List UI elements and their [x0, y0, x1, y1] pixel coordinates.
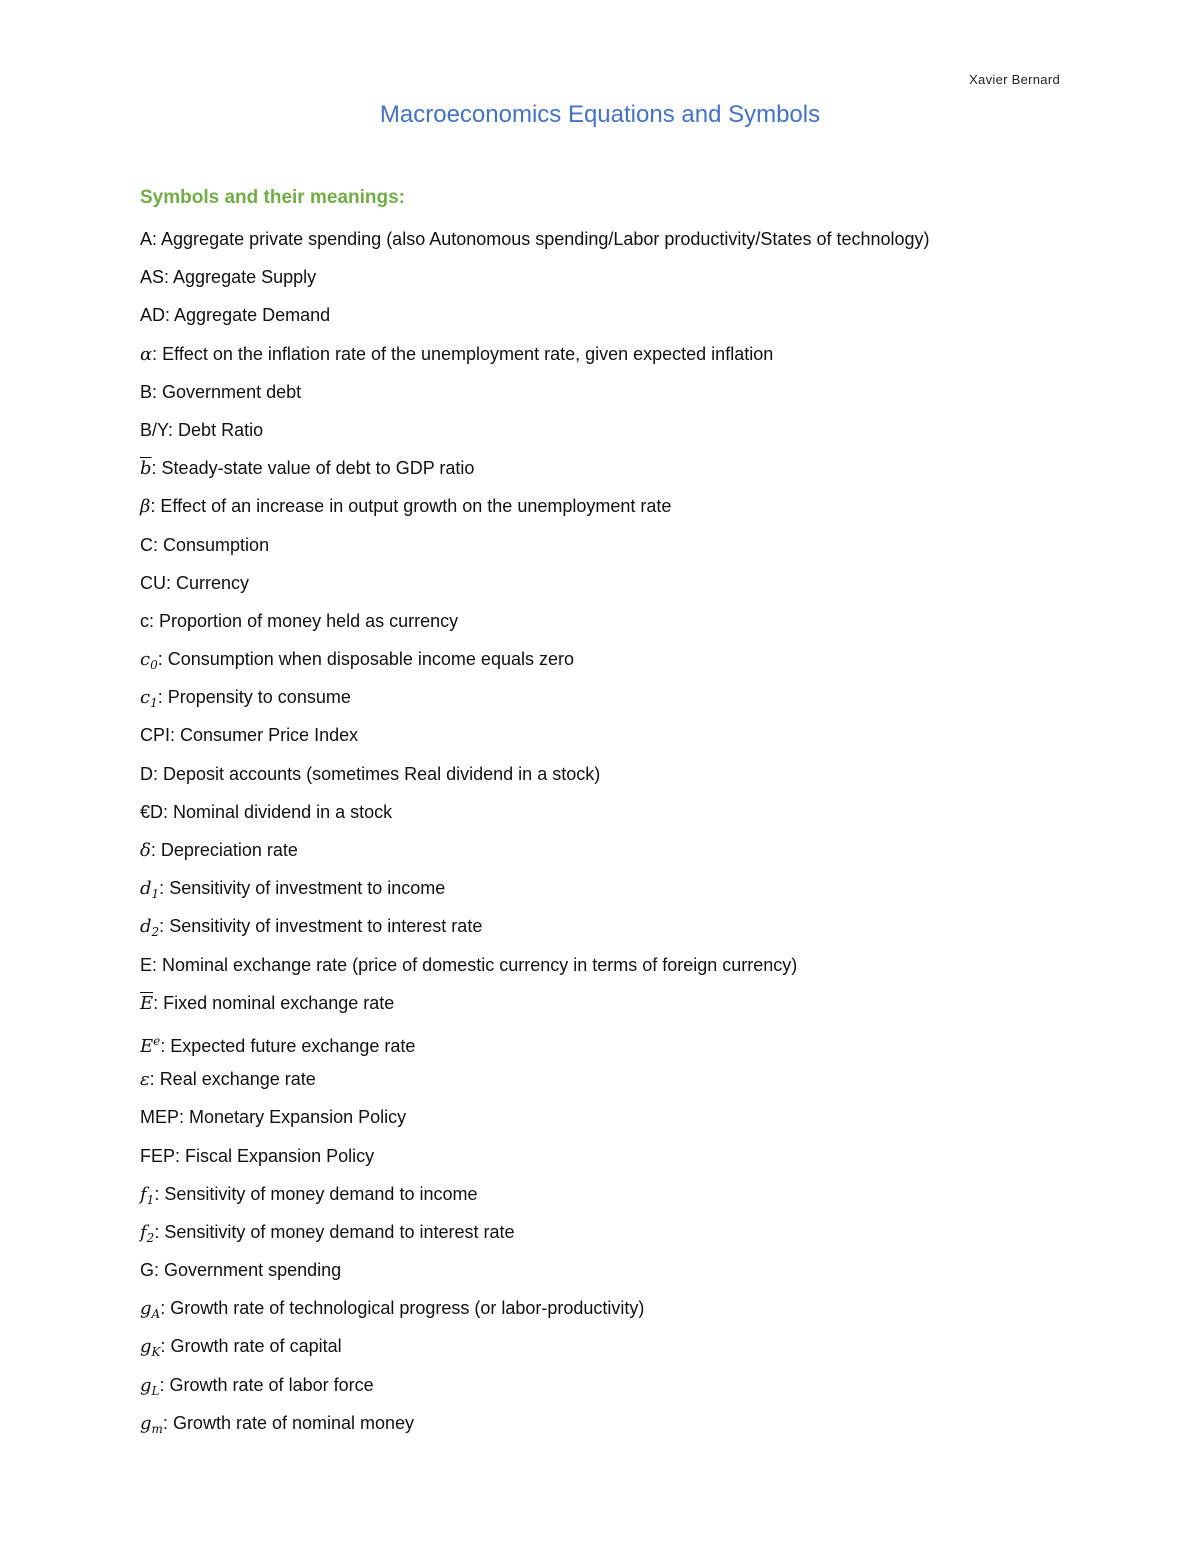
separator: :	[152, 954, 163, 975]
separator: :	[170, 725, 181, 746]
symbol-entry	[140, 225, 1080, 263]
separator: :	[159, 916, 170, 937]
separator: :	[152, 381, 163, 402]
symbol: f	[140, 1221, 147, 1243]
separator: :	[179, 1107, 190, 1128]
separator: :	[153, 992, 164, 1013]
symbol-entry	[140, 1065, 1080, 1103]
symbol-subscript: 1	[150, 696, 158, 711]
separator: :	[151, 458, 162, 479]
separator: :	[154, 1183, 165, 1204]
symbol-subscript: L	[151, 1383, 160, 1398]
separator: :	[149, 1069, 160, 1090]
symbol-entry	[140, 1218, 1080, 1256]
symbol: B/Y	[140, 419, 169, 440]
symbol-entry	[140, 1294, 1080, 1332]
symbol-meaning: Fixed nominal exchange rate	[163, 992, 395, 1013]
symbol-entry	[140, 1180, 1080, 1218]
separator: :	[150, 840, 161, 860]
symbol-meaning: Nominal exchange rate (price of domestic currency in terms of foreign currency)	[162, 954, 798, 975]
symbol-subscript: A	[151, 1307, 161, 1322]
separator: :	[162, 1412, 173, 1433]
author-name: Xavier Bernard	[969, 72, 1060, 87]
symbol-meaning: Deposit accounts (sometimes Real dividend in a stock)	[163, 763, 601, 784]
symbol-meaning: Expected future exchange rate	[170, 1035, 416, 1056]
separator: :	[157, 687, 168, 708]
symbol: AS	[140, 267, 165, 288]
symbol-entry	[140, 683, 1080, 721]
symbol: CPI	[140, 725, 171, 746]
symbol-meaning: Growth rate of technological progress (or labor-productivity)	[170, 1298, 645, 1319]
separator: :	[175, 1145, 186, 1166]
symbol-meaning: Aggregate Supply	[173, 267, 317, 288]
symbol: ε	[140, 1069, 150, 1091]
symbol-entry	[140, 1256, 1080, 1294]
separator: :	[154, 1221, 165, 1242]
symbol-entry	[140, 1027, 1080, 1065]
symbol-meaning: Proportion of money held as currency	[159, 610, 459, 631]
symbol-entry	[140, 454, 1080, 492]
separator: :	[154, 1260, 165, 1281]
symbol: c	[140, 610, 149, 631]
symbol-entry	[140, 760, 1080, 798]
symbol: CU	[140, 572, 166, 593]
separator: :	[165, 305, 175, 326]
symbol-meaning: Consumption	[163, 534, 270, 555]
separator: :	[159, 1374, 170, 1395]
symbol-subscript: 0	[150, 658, 158, 673]
symbol-meaning: Effect on the inflation rate of the unemployment rate, given expected inflation	[162, 343, 774, 364]
symbol: d	[140, 916, 152, 938]
symbol-subscript: m	[151, 1421, 163, 1436]
symbol: A	[140, 229, 153, 249]
symbol-entry	[140, 721, 1080, 759]
symbol-meaning: Sensitivity of investment to income	[169, 878, 446, 899]
symbol-meaning: Debt Ratio	[178, 419, 264, 440]
symbol-subscript: 1	[151, 887, 160, 902]
separator: :	[163, 801, 174, 822]
symbol: α	[140, 343, 153, 365]
symbol: D	[140, 763, 153, 784]
symbol: B	[140, 381, 153, 402]
symbol-subscript: 1	[146, 1192, 155, 1207]
symbol-meaning: Aggregate Demand	[174, 305, 331, 326]
symbol-entry	[140, 263, 1080, 301]
symbol-meaning: Currency	[176, 572, 250, 593]
symbol-meaning: Depreciation rate	[160, 840, 298, 860]
symbol-entry	[140, 340, 1080, 378]
symbol-entry	[140, 874, 1080, 912]
symbol: €D	[140, 801, 164, 822]
symbol-subscript: K	[151, 1345, 161, 1360]
symbol-entry	[140, 378, 1080, 416]
symbol: G	[140, 1260, 155, 1281]
symbol: $\overline{b}$	[140, 458, 152, 480]
symbol-meaning: Sensitivity of money demand to income	[164, 1183, 478, 1204]
symbol-meaning: Real exchange rate	[159, 1069, 316, 1090]
symbol-entry	[140, 1332, 1080, 1370]
symbol-subscript: 2	[151, 925, 160, 940]
separator: :	[160, 1336, 171, 1357]
symbol: AD	[140, 305, 166, 326]
symbol-entry	[140, 531, 1080, 569]
symbol-meaning: Nominal dividend in a stock	[173, 801, 393, 822]
separator: :	[149, 610, 160, 631]
separator: :	[160, 1035, 171, 1056]
symbol: c	[140, 649, 151, 671]
symbol: f	[140, 1183, 147, 1205]
symbol-list	[140, 225, 1080, 1447]
separator: :	[166, 572, 177, 593]
symbol-meaning: Sensitivity of money demand to interest rate	[164, 1221, 515, 1242]
document-title: Macroeconomics Equations and Symbols	[379, 101, 821, 128]
symbol-meaning: Consumption when disposable income equals zero	[167, 649, 574, 670]
symbol-entry	[140, 301, 1080, 339]
symbol-meaning: Propensity to consume	[167, 687, 351, 708]
symbol-entry	[140, 798, 1080, 836]
symbol-entry	[140, 1371, 1080, 1409]
symbol-meaning: Growth rate of labor force	[169, 1374, 374, 1395]
symbol-meaning: Government debt	[162, 381, 302, 402]
symbol-meaning: Fiscal Expansion Policy	[185, 1145, 375, 1166]
symbol: E	[140, 954, 153, 975]
symbol-entry	[140, 1103, 1080, 1141]
symbol-entry	[140, 912, 1080, 950]
separator: :	[159, 878, 170, 899]
separator: :	[150, 496, 161, 517]
symbol: g	[140, 1374, 152, 1396]
symbol-subscript: 2	[146, 1230, 155, 1245]
separator: :	[157, 649, 168, 670]
symbol: MEP	[140, 1107, 180, 1128]
separator: :	[160, 1298, 171, 1319]
symbol: C	[140, 534, 153, 555]
symbol: $\overline{E}$	[140, 992, 154, 1014]
symbol-entry	[140, 416, 1080, 454]
symbol: c	[140, 687, 151, 709]
separator: :	[152, 343, 163, 364]
symbol: g	[140, 1298, 152, 1320]
section-heading: Symbols and their meanings:	[140, 187, 405, 208]
symbol-entry	[140, 1409, 1080, 1447]
symbol: FEP	[140, 1145, 176, 1166]
symbol-meaning: Growth rate of nominal money	[172, 1412, 415, 1433]
separator: :	[152, 229, 162, 249]
symbol-meaning: Sensitivity of investment to interest rate	[169, 916, 483, 937]
symbol-meaning: Steady-state value of debt to GDP ratio	[161, 458, 475, 479]
symbol-entry	[140, 836, 1080, 874]
symbol-meaning: Monetary Expansion Policy	[189, 1107, 407, 1128]
symbol-meaning: Effect of an increase in output growth on the unemployment rate	[160, 496, 672, 517]
symbol-meaning: Aggregate private spending (also Autonomous spending/Labor productivity/States of technology)	[161, 229, 930, 249]
symbol-superscript: e	[153, 1033, 161, 1048]
separator: :	[168, 419, 179, 440]
symbol: d	[140, 878, 152, 900]
symbol-entry	[140, 645, 1080, 683]
separator: :	[153, 763, 164, 784]
symbol: g	[140, 1412, 152, 1434]
symbol-entry	[140, 951, 1080, 989]
symbol-entry	[140, 492, 1080, 530]
symbol: E	[140, 1035, 154, 1057]
symbol-meaning: Growth rate of capital	[170, 1336, 342, 1357]
symbol-entry	[140, 607, 1080, 645]
symbol-meaning: Government spending	[164, 1260, 342, 1281]
symbol-entry	[140, 989, 1080, 1027]
symbol-meaning: Consumer Price Index	[180, 725, 359, 746]
separator: :	[153, 534, 164, 555]
symbol: β	[140, 496, 151, 518]
separator: :	[164, 267, 174, 288]
symbol-entry	[140, 1142, 1080, 1180]
symbol: g	[140, 1336, 152, 1358]
symbol: δ	[140, 840, 151, 861]
symbol-entry	[140, 569, 1080, 607]
